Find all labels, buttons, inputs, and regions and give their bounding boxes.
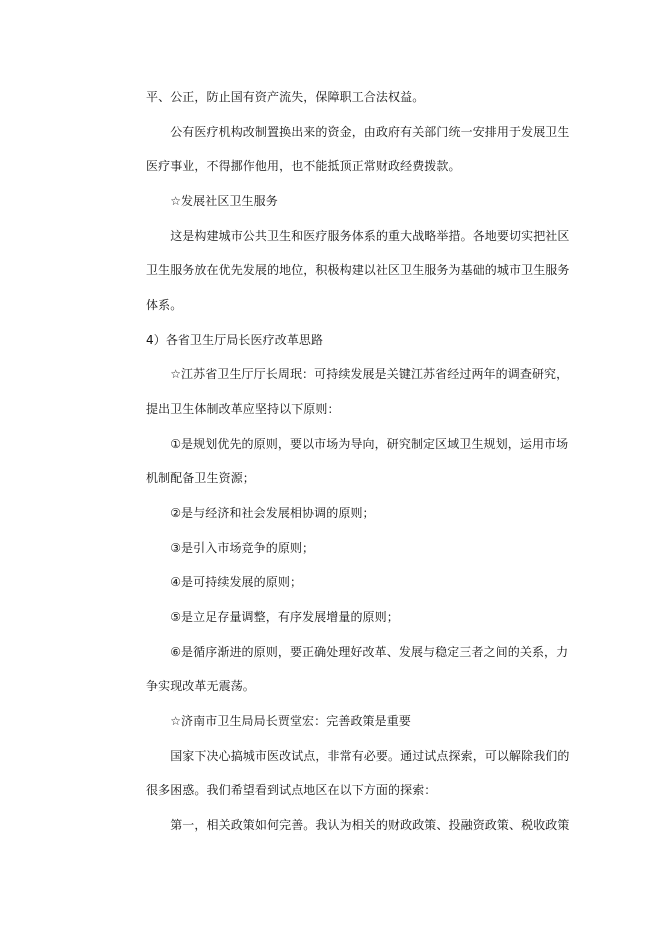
list-item: ①是规划优先的原则，要以市场为导向，研究制定区域卫生规划，运用市场 [146, 437, 569, 451]
list-item: ③是引入市场竞争的原则； [146, 541, 315, 555]
text-line: 很多困惑。我们希望看到试点地区在以下方面的探索： [146, 783, 437, 797]
text-line: 医疗事业，不得挪作他用，也不能抵顶正常财政经费拨款。 [146, 159, 461, 173]
list-item: ④是可持续发展的原则； [146, 575, 303, 589]
text-line: 体系。 [146, 298, 183, 312]
text-line: 第一，相关政策如何完善。我认为相关的财政政策、投融资政策、税收政策 [146, 818, 570, 832]
list-item: ②是与经济和社会发展相协调的原则； [146, 506, 375, 520]
text-line: 公有医疗机构改制置换出来的资金，由政府有关部门统一安排用于发展卫生 [146, 125, 570, 139]
text-line: ☆江苏省卫生厅厅长周珉：可持续发展是关键江苏省经过两年的调查研究， [146, 367, 569, 381]
text-line: 机制配备卫生资源； [146, 471, 255, 485]
text-line: 这是构建城市公共卫生和医疗服务体系的重大战略举措。各地要切实把社区 [146, 229, 570, 243]
list-item: ⑤是立足存量调整，有序发展增量的原则； [146, 610, 399, 624]
section-heading: 4）各省卫生厅局长医疗改革思路 [146, 333, 324, 347]
section-heading: ☆济南市卫生局局长贾堂宏：完善政策是重要 [146, 714, 411, 728]
section-heading: ☆发展社区卫生服务 [146, 194, 278, 208]
list-item: ⑥是循序渐进的原则，要正确处理好改革、发展与稳定三者之间的关系，力 [146, 645, 569, 659]
text-line: 提出卫生体制改革应坚持以下原则： [146, 402, 340, 416]
text-line: 平、公正，防止国有资产流失，保障职工合法权益。 [146, 90, 425, 104]
text-line: 争实现改革无震荡。 [146, 679, 255, 693]
text-line: 国家下决心搞城市医改试点，非常有必要。通过试点探索，可以解除我们的 [146, 749, 570, 763]
text-line: 卫生服务放在优先发展的地位，积极构建以社区卫生服务为基础的城市卫生服务 [146, 263, 570, 277]
